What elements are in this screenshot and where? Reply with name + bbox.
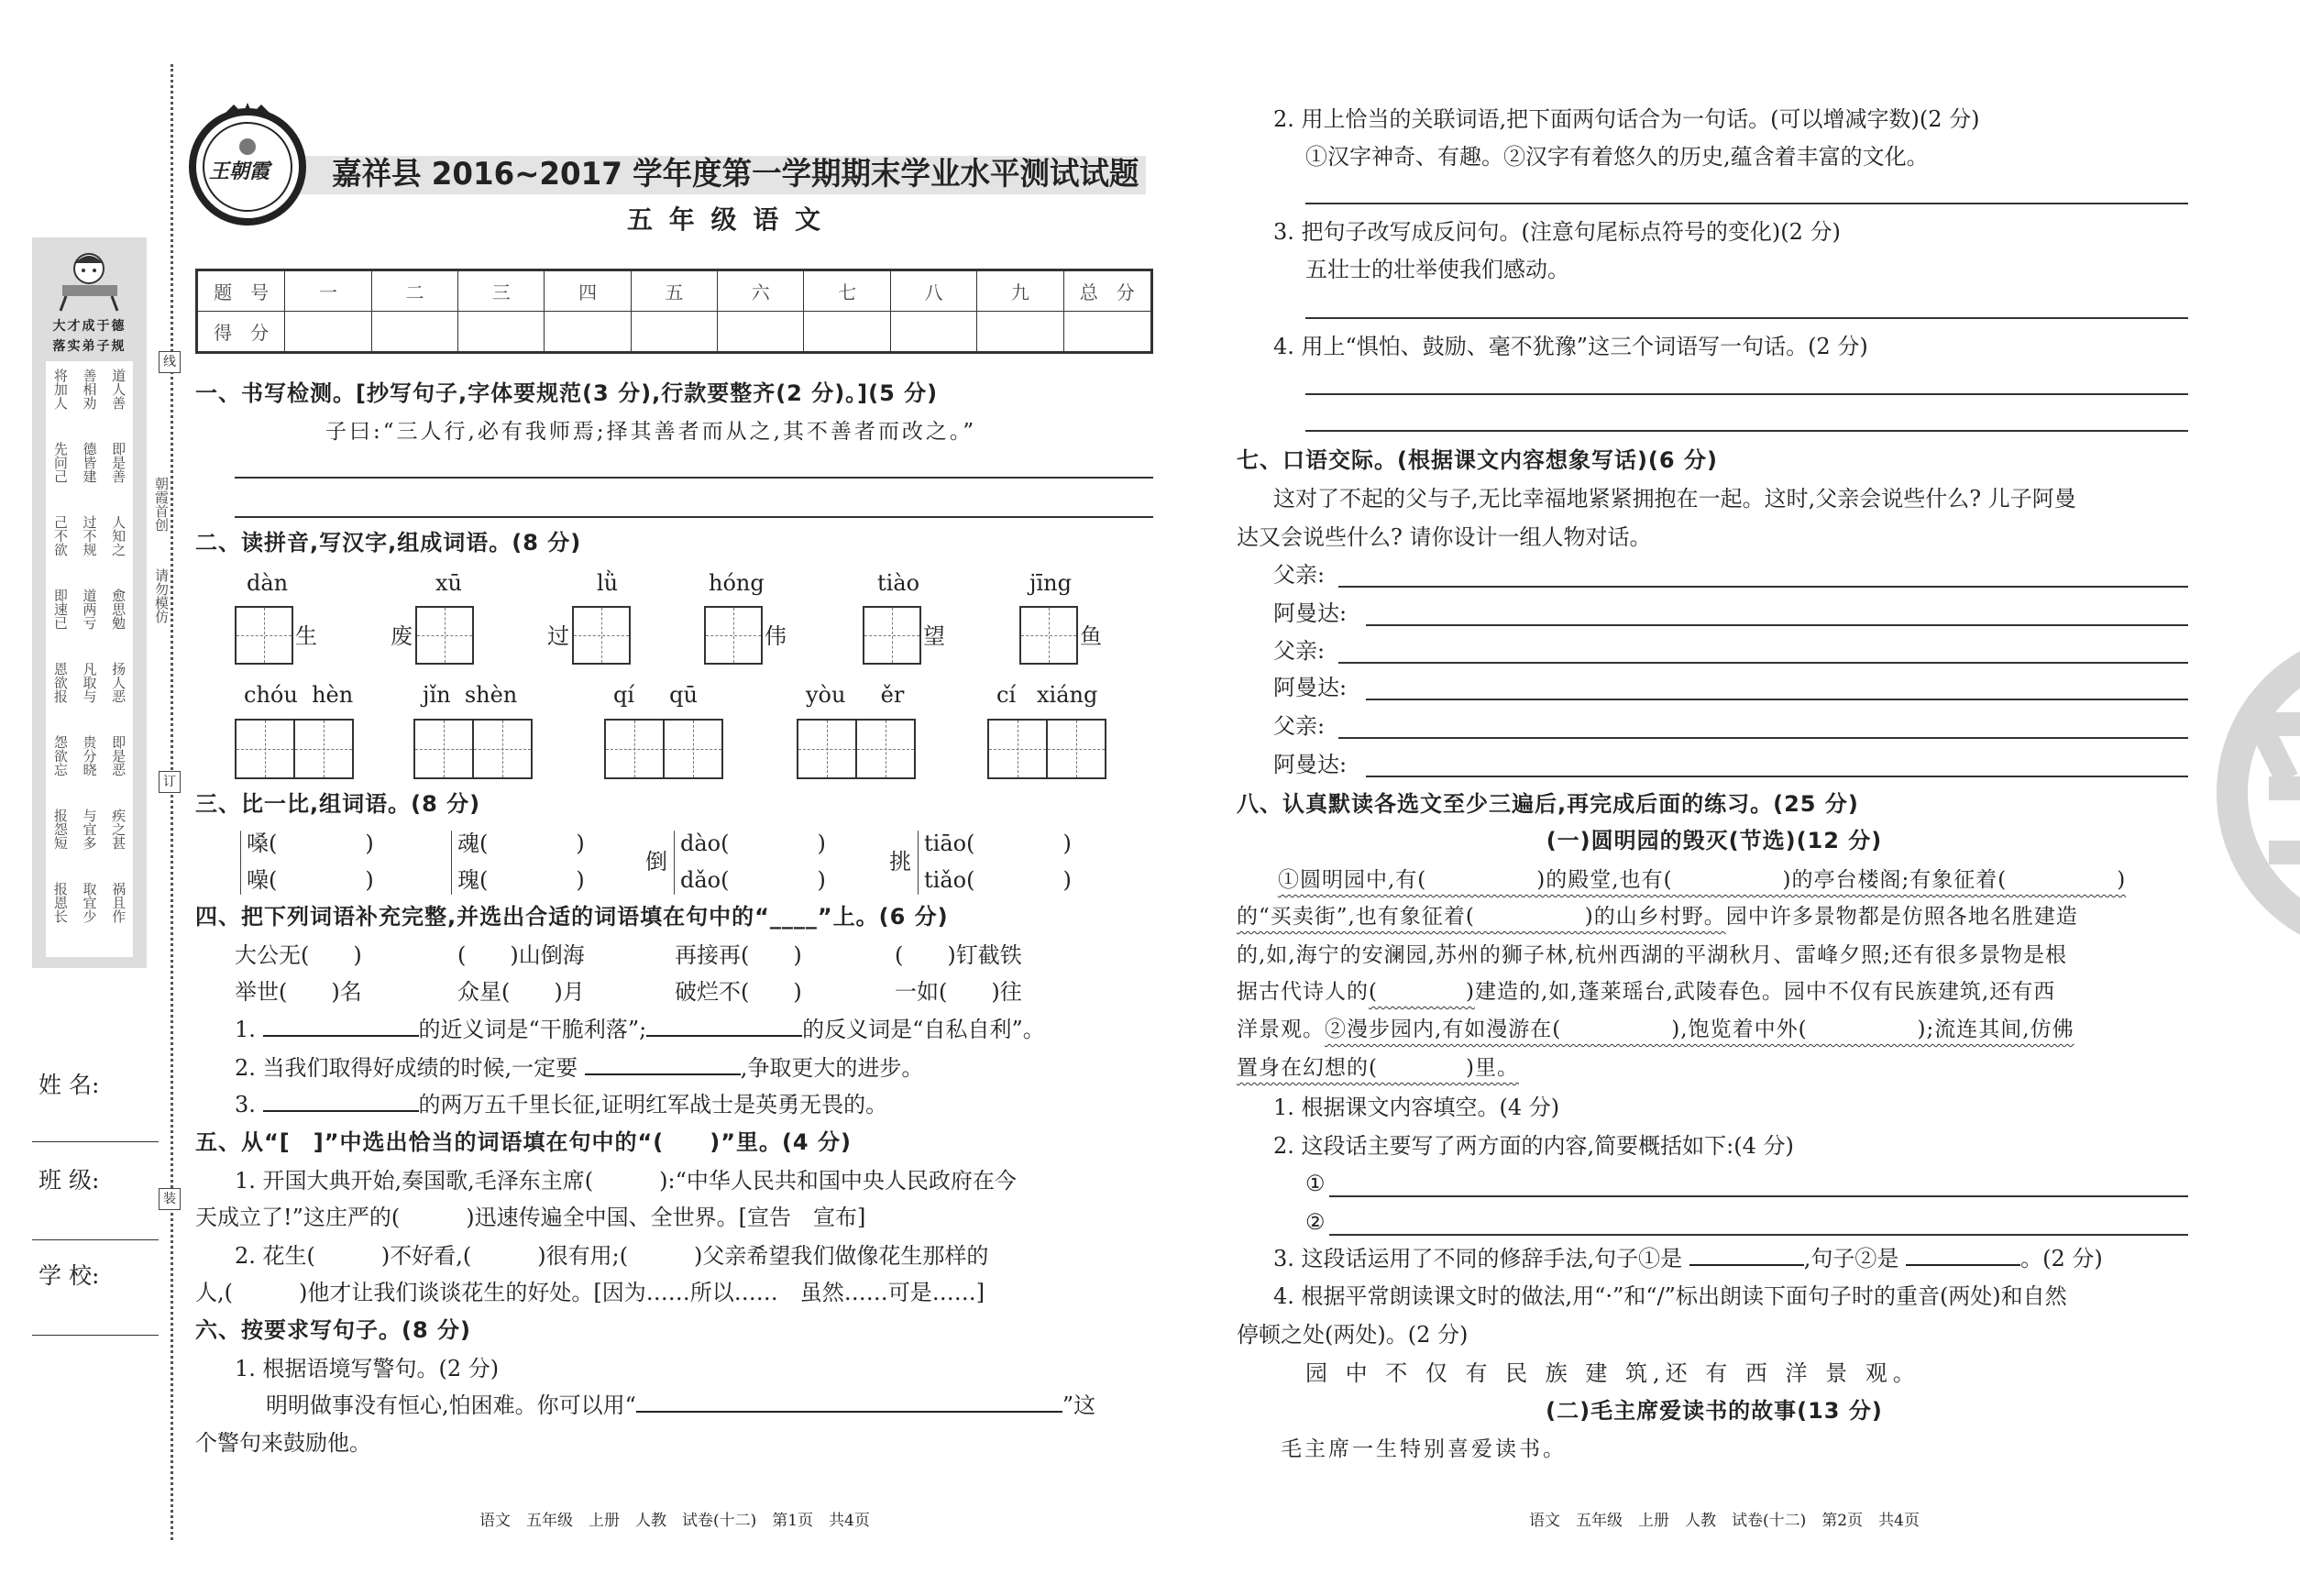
idiom-item: 破烂不( ) bbox=[675, 979, 802, 1005]
dialogue-speaker-label: 阿曼达: bbox=[1273, 675, 1348, 700]
exam-subtitle: 五 年 级 语 文 bbox=[627, 204, 824, 235]
passage-underlined: ( ) bbox=[1369, 980, 1475, 1004]
polyphone-tiao-1: tiāo( ) bbox=[924, 831, 1072, 856]
given-character: 废 bbox=[391, 623, 413, 649]
section-7-prompt-cont: 达又会说些什么? 请你设计一组人物对话。 bbox=[1237, 524, 1652, 550]
student-cartoon-icon bbox=[55, 248, 124, 313]
reading-1-title: (一)圆明园的毁灭(节选)(12 分) bbox=[1546, 828, 1883, 853]
score-row-label: 得 分 bbox=[197, 312, 285, 353]
polyphone-char-tiao: 挑 bbox=[889, 849, 911, 875]
compare-word-2a: 魂( ) bbox=[457, 831, 585, 856]
section-6-heading: 六、按要求写句子。(8 分) bbox=[195, 1317, 471, 1343]
passage-line bbox=[1237, 902, 2078, 931]
tianzige-cell[interactable] bbox=[474, 719, 533, 779]
motto-line-1: 大才成于德 bbox=[52, 319, 127, 334]
verse-column: 德皆建 bbox=[81, 442, 98, 483]
idiom-item: 再接再( ) bbox=[675, 942, 802, 968]
dizigui-sidebar bbox=[32, 237, 147, 968]
tianzige-double-box[interactable] bbox=[987, 719, 1106, 779]
score-input-cell[interactable] bbox=[804, 312, 890, 353]
q-text: 明明做事没有恒心,怕困难。你可以用“ bbox=[266, 1392, 636, 1418]
score-table-score-row bbox=[197, 312, 1152, 353]
tianzige-box[interactable] bbox=[1019, 606, 1078, 665]
verse-group bbox=[46, 735, 133, 809]
section-6-question-1-cont: 个警句来鼓励他。 bbox=[195, 1430, 371, 1456]
verse-column: 即是恶 bbox=[110, 735, 127, 776]
tianzige-cell[interactable] bbox=[797, 719, 857, 779]
idiom-item: ( )山倒海 bbox=[457, 942, 585, 968]
name-field[interactable] bbox=[32, 1141, 159, 1142]
section-6-question-2-text: ①汉字神奇、有趣。②汉字有着悠久的历史,蕴含着丰富的文化。 bbox=[1305, 144, 1929, 170]
pinyin-label: tiào bbox=[877, 570, 920, 596]
tianzige-double-box[interactable] bbox=[235, 719, 354, 779]
compare-word-2b: 瑰( ) bbox=[457, 867, 585, 893]
answer-blank[interactable] bbox=[585, 1053, 741, 1075]
pinyin-label: chóu hèn bbox=[244, 682, 354, 708]
answer-blank[interactable] bbox=[646, 1015, 802, 1037]
section-5-line: 1. 开国大典开始,奏国歌,毛泽东主席( ):“中华人民共和国中央人民政府在今 bbox=[235, 1168, 1017, 1194]
answer-blank[interactable] bbox=[1906, 1244, 2020, 1266]
score-header-cell: 九 bbox=[977, 270, 1063, 312]
section-6-question-4: 4. 用上“惧怕、鼓励、毫不犹豫”这三个词语写一句话。(2 分) bbox=[1273, 334, 1868, 359]
verse-column: 祸且作 bbox=[110, 882, 127, 923]
passage-line bbox=[1237, 977, 2055, 1007]
polyphone-dao-2: dǎo( ) bbox=[680, 867, 826, 893]
verse-column: 疾之甚 bbox=[110, 809, 127, 850]
score-input-cell[interactable] bbox=[890, 312, 976, 353]
compare-word-1b: 噪( ) bbox=[247, 867, 374, 893]
passage-line bbox=[1278, 865, 2126, 895]
dizigui-verses bbox=[46, 361, 133, 957]
writing-line[interactable] bbox=[1305, 393, 2188, 395]
writing-line[interactable] bbox=[235, 477, 1153, 479]
binding-mark-ding: 订 bbox=[159, 771, 181, 793]
writing-line[interactable] bbox=[235, 516, 1153, 518]
score-input-cell[interactable] bbox=[718, 312, 804, 353]
tianzige-box[interactable] bbox=[235, 606, 293, 665]
passage-text: 园中许多景物都是仿照各地名胜建造 bbox=[1725, 905, 2078, 929]
verse-group bbox=[46, 515, 133, 589]
idiom-item: 举世( )名 bbox=[235, 979, 362, 1005]
verse-column: 凡取与 bbox=[81, 662, 98, 703]
answer-blank[interactable] bbox=[263, 1015, 419, 1037]
school-label: 学 校: bbox=[39, 1262, 100, 1289]
score-header-cell: 二 bbox=[371, 270, 457, 312]
summary-item-2-label: ② bbox=[1305, 1209, 1326, 1235]
brace-2 bbox=[451, 831, 452, 895]
reading-2-first-line: 毛主席一生特别喜爱读书。 bbox=[1281, 1437, 1567, 1461]
section-8-question-2: 2. 这段话主要写了两方面的内容,简要概括如下:(4 分) bbox=[1273, 1133, 1794, 1159]
score-header-cell: 四 bbox=[545, 270, 631, 312]
writing-line[interactable] bbox=[1305, 430, 2188, 432]
q-text: 2. 当我们取得好成绩的时候,一定要 bbox=[235, 1055, 578, 1081]
q-number: 1. bbox=[235, 1017, 256, 1042]
summary-line-2[interactable] bbox=[1329, 1234, 2188, 1236]
score-table bbox=[195, 269, 1153, 354]
tianzige-double-box[interactable] bbox=[413, 719, 533, 779]
section-8-question-4-sentence: 园 中 不 仅 有 民 族 建 筑,还 有 西 洋 景 观。 bbox=[1305, 1360, 1920, 1386]
idiom-item: 一如( )往 bbox=[895, 979, 1022, 1005]
score-header-cell: 总 分 bbox=[1063, 270, 1151, 312]
verse-column: 报怨短 bbox=[51, 809, 69, 850]
writing-line[interactable] bbox=[1305, 317, 2188, 319]
section-6-question-1-text bbox=[266, 1391, 1095, 1420]
section-8-question-1: 1. 根据课文内容填空。(4 分) bbox=[1273, 1095, 1560, 1120]
binding-notice-1: 朝霞首创 bbox=[153, 477, 170, 532]
section-5-heading: 五、从“[ ]”中选出恰当的词语填在句中的“( )”里。(4 分) bbox=[195, 1129, 852, 1155]
passage-underlined: ①圆明园中,有( )的殿堂,也有( )的亭台楼阁;有象征着( ) bbox=[1278, 868, 2127, 892]
pinyin-label: hóng bbox=[709, 570, 765, 596]
score-input-cell[interactable] bbox=[371, 312, 457, 353]
q-number: 3. bbox=[235, 1092, 256, 1117]
verse-column: 善相劝 bbox=[81, 369, 98, 410]
verse-column: 报恩长 bbox=[51, 882, 69, 923]
pinyin-label: dàn bbox=[247, 570, 289, 596]
compare-word-1a: 嗓( ) bbox=[247, 831, 374, 856]
passage-line: 的,如,海宁的安澜园,苏州的狮子林,杭州西湖的平湖秋月、雷峰夕照;还有很多景物是根 bbox=[1237, 943, 2067, 967]
dialogue-answer-line[interactable] bbox=[1366, 776, 2188, 777]
dialogue-speaker-label: 阿曼达: bbox=[1273, 752, 1348, 777]
score-header-cell: 三 bbox=[458, 270, 545, 312]
score-header-cell: 六 bbox=[718, 270, 804, 312]
pinyin-label: xū bbox=[435, 570, 462, 596]
verse-group bbox=[46, 369, 133, 442]
passage-line bbox=[1237, 1053, 1519, 1083]
dialogue-speaker-label: 父亲: bbox=[1273, 638, 1326, 664]
pinyin-label: jīng bbox=[1029, 570, 1072, 596]
verse-column: 将加人 bbox=[51, 369, 69, 410]
writing-line[interactable] bbox=[1305, 203, 2188, 204]
dialogue-speaker-label: 阿曼达: bbox=[1273, 600, 1348, 626]
section-5-line: 人,( )他才让我们谈谈花生的好处。[因为……所以…… 虽然……可是……] bbox=[195, 1280, 985, 1305]
passage-text: 洋景观。 bbox=[1237, 1018, 1325, 1041]
answer-blank[interactable] bbox=[1689, 1244, 1804, 1266]
score-input-cell[interactable] bbox=[977, 312, 1063, 353]
score-header-cell: 七 bbox=[804, 270, 890, 312]
tianzige-cell[interactable] bbox=[295, 719, 354, 779]
score-input-cell[interactable] bbox=[1063, 312, 1151, 353]
tianzige-box[interactable] bbox=[863, 606, 921, 665]
dialogue-answer-line[interactable] bbox=[1366, 699, 2188, 700]
idiom-item: ( )钉截铁 bbox=[895, 942, 1022, 968]
logo-text: 王朝霞 bbox=[209, 160, 270, 183]
dialogue-speaker-label: 父亲: bbox=[1273, 713, 1326, 739]
tianzige-box[interactable] bbox=[415, 606, 474, 665]
section-1-quote: 子曰:“三人行,必有我师焉;择其善者而从之,其不善者而改之。” bbox=[325, 420, 977, 444]
motto-line-2: 落实弟子规 bbox=[52, 339, 127, 354]
footer-page-1: 语文 五年级 上册 人教 试卷(十二) 第1页 共4页 bbox=[479, 1512, 870, 1530]
q-text: 的近义词是“干脆利落”; bbox=[418, 1017, 647, 1042]
dialogue-answer-line[interactable] bbox=[1338, 737, 2188, 739]
section-6-question-3-text: 五壮士的壮举使我们感动。 bbox=[1305, 257, 1569, 282]
school-field[interactable] bbox=[32, 1335, 159, 1336]
verse-column: 怨欲忘 bbox=[51, 735, 69, 776]
score-header-cell: 五 bbox=[631, 270, 717, 312]
tianzige-box[interactable] bbox=[704, 606, 763, 665]
score-input-cell[interactable] bbox=[285, 312, 371, 353]
pinyin-label: yòu ěr bbox=[806, 682, 905, 708]
section-7-heading: 七、口语交际。(根据课文内容想象写话)(6 分) bbox=[1237, 447, 1718, 473]
answer-blank[interactable] bbox=[636, 1391, 1062, 1413]
tianzige-cell[interactable] bbox=[1048, 719, 1106, 779]
verse-column: 即速已 bbox=[51, 589, 69, 630]
verse-column: 扬人恶 bbox=[110, 662, 127, 703]
exam-title: 嘉祥县 2016~2017 学年度第一学期期末学业水平测试试题 bbox=[332, 156, 1139, 193]
tianzige-cell[interactable] bbox=[665, 719, 723, 779]
q-text: ”这 bbox=[1062, 1392, 1096, 1418]
q-text: 的两万五千里长征,证明红军战士是英勇无畏的。 bbox=[418, 1092, 888, 1117]
dialogue-answer-line[interactable] bbox=[1366, 624, 2188, 626]
section-6-question-1: 1. 根据语境写警句。(2 分) bbox=[235, 1356, 500, 1381]
verse-group bbox=[46, 662, 133, 735]
tianzige-double-box[interactable] bbox=[604, 719, 723, 779]
name-label: 姓 名: bbox=[39, 1072, 100, 1098]
pinyin-label: cí xiáng bbox=[996, 682, 1098, 708]
confidential-watermark-icon bbox=[2205, 623, 2300, 972]
q-text: 。(2 分) bbox=[2020, 1246, 2103, 1271]
tianzige-cell[interactable] bbox=[987, 719, 1048, 779]
given-character: 鱼 bbox=[1080, 623, 1102, 649]
binding-notice-2: 请勿模仿 bbox=[153, 568, 170, 623]
verse-column: 道两亏 bbox=[81, 589, 98, 630]
score-header-cell: 一 bbox=[285, 270, 371, 312]
section-4-question-1 bbox=[235, 1015, 1045, 1044]
verse-group bbox=[46, 809, 133, 882]
tianzige-cell[interactable] bbox=[857, 719, 916, 779]
score-header-cell: 八 bbox=[890, 270, 976, 312]
footer-page-2: 语文 五年级 上册 人教 试卷(十二) 第2页 共4页 bbox=[1529, 1512, 1920, 1530]
brace-1 bbox=[240, 831, 241, 895]
score-header-label: 题 号 bbox=[197, 270, 285, 312]
tianzige-cell[interactable] bbox=[604, 719, 665, 779]
q-text: ,句子②是 bbox=[1803, 1246, 1899, 1271]
tianzige-cell[interactable] bbox=[413, 719, 474, 779]
tianzige-cell[interactable] bbox=[235, 719, 295, 779]
class-label: 班 级: bbox=[39, 1167, 100, 1194]
section-6-question-2: 2. 用上恰当的关联词语,把下面两句话合为一句话。(可以增减字数)(2 分) bbox=[1273, 106, 1980, 132]
section-8-question-3 bbox=[1273, 1244, 2103, 1273]
dialogue-speaker-label: 父亲: bbox=[1273, 562, 1326, 588]
section-8-heading: 八、认真默读各选文至少三遍后,再完成后面的练习。(25 分) bbox=[1237, 791, 1859, 817]
pinyin-label: jǐn shèn bbox=[423, 682, 518, 708]
verse-group bbox=[46, 589, 133, 662]
section-3-heading: 三、比一比,组词语。(8 分) bbox=[195, 791, 481, 817]
score-table-header-row bbox=[197, 270, 1152, 312]
section-7-prompt: 这对了不起的父与子,无比幸福地紧紧拥抱在一起。这时,父亲会说些什么? 儿子阿曼 bbox=[1273, 486, 2076, 512]
given-character: 过 bbox=[547, 623, 569, 649]
given-character: 生 bbox=[295, 623, 317, 649]
pinyin-label: lǜ bbox=[597, 570, 619, 596]
tianzige-double-box[interactable] bbox=[797, 719, 916, 779]
passage-text: 据古代诗人的 bbox=[1237, 980, 1369, 1004]
score-input-cell[interactable] bbox=[631, 312, 717, 353]
polyphone-tiao-2: tiǎo( ) bbox=[924, 867, 1072, 893]
verse-column: 己不欲 bbox=[51, 515, 69, 556]
dialogue-answer-line[interactable] bbox=[1338, 586, 2188, 588]
score-input-cell[interactable] bbox=[545, 312, 631, 353]
summary-line-1[interactable] bbox=[1329, 1195, 2188, 1197]
section-4-question-2 bbox=[235, 1053, 923, 1083]
verse-column: 道人善 bbox=[110, 369, 127, 410]
passage-underlined: ②漫步园内,有如漫游在( ),饱览着中外( );流连其间,仿佛 bbox=[1325, 1018, 2074, 1041]
verse-column: 人知之 bbox=[110, 515, 127, 556]
passage-text: 建造的,如,蓬莱瑶台,武陵春色。园中不仅有民族建筑,还有西 bbox=[1474, 980, 2056, 1004]
q-text: 的反义词是“自私自利”。 bbox=[802, 1017, 1045, 1042]
verse-column: 贵分晓 bbox=[81, 735, 98, 776]
binding-mark-xian: 线 bbox=[159, 351, 181, 373]
section-6-question-3: 3. 把句子改写成反问句。(注意句尾标点符号的变化)(2 分) bbox=[1273, 219, 1841, 245]
pinyin-label: qí qū bbox=[613, 682, 699, 708]
section-4-heading: 四、把下列词语补充完整,并选出合适的词语填在句中的“____”上。(6 分) bbox=[195, 904, 949, 930]
passage-underlined: 置身在幻想的( )里。 bbox=[1237, 1056, 1519, 1080]
section-8-question-4: 4. 根据平常朗读课文时的做法,用“·”和“/”标出朗读下面句子时的重音(两处)和自然 bbox=[1273, 1283, 2067, 1309]
verse-column: 与宜多 bbox=[81, 809, 98, 850]
answer-blank[interactable] bbox=[263, 1090, 419, 1112]
section-8-question-4-cont: 停顿之处(两处)。(2 分) bbox=[1237, 1322, 1469, 1348]
section-5-line: 2. 花生( )不好看,( )很有用;( )父亲希望我们做像花生那样的 bbox=[235, 1243, 989, 1269]
verse-group bbox=[46, 442, 133, 515]
reading-2-title: (二)毛主席爱读书的故事(13 分) bbox=[1546, 1398, 1883, 1424]
verse-column: 恩欲报 bbox=[51, 662, 69, 703]
given-character: 望 bbox=[923, 623, 945, 649]
verse-column: 过不规 bbox=[81, 515, 98, 556]
binding-mark-zhuang: 装 bbox=[159, 1188, 181, 1210]
dialogue-answer-line[interactable] bbox=[1338, 662, 2188, 664]
summary-item-1-label: ① bbox=[1305, 1171, 1326, 1196]
binding-dotted-line bbox=[171, 64, 173, 1540]
brace-4 bbox=[918, 831, 919, 895]
class-field[interactable] bbox=[32, 1239, 159, 1240]
q-text: 3. 这段话运用了不同的修辞手法,句子①是 bbox=[1273, 1246, 1683, 1271]
q-text: ,争取更大的进步。 bbox=[740, 1055, 924, 1081]
idiom-item: 众星( )月 bbox=[457, 979, 585, 1005]
idiom-item: 大公无( ) bbox=[235, 942, 362, 968]
section-1-heading: 一、书写检测。[抄写句子,字体要规范(3 分),行款要整齐(2 分)。](5 分) bbox=[195, 380, 939, 406]
verse-column: 愈思勉 bbox=[110, 589, 127, 630]
section-4-question-3 bbox=[235, 1090, 887, 1119]
given-character: 伟 bbox=[765, 623, 787, 649]
polyphone-dao-1: dào( ) bbox=[680, 831, 826, 856]
score-input-cell[interactable] bbox=[458, 312, 545, 353]
polyphone-char-dao: 倒 bbox=[645, 849, 667, 875]
verse-column: 取宜少 bbox=[81, 882, 98, 923]
tianzige-box[interactable] bbox=[572, 606, 631, 665]
brace-3 bbox=[674, 831, 675, 895]
section-5-line: 天成立了!”这庄严的( )迅速传遍全中国、全世界。[宣告 宣布] bbox=[195, 1205, 866, 1230]
passage-line bbox=[1237, 1015, 2074, 1044]
verse-group bbox=[46, 882, 133, 955]
verse-column: 即是善 bbox=[110, 442, 127, 483]
verse-column: 先问己 bbox=[51, 442, 69, 483]
section-2-heading: 二、读拼音,写汉字,组成词语。(8 分) bbox=[195, 530, 582, 556]
passage-underlined: 的“买卖街”,也有象征着( )的山乡村野。 bbox=[1237, 905, 1726, 929]
